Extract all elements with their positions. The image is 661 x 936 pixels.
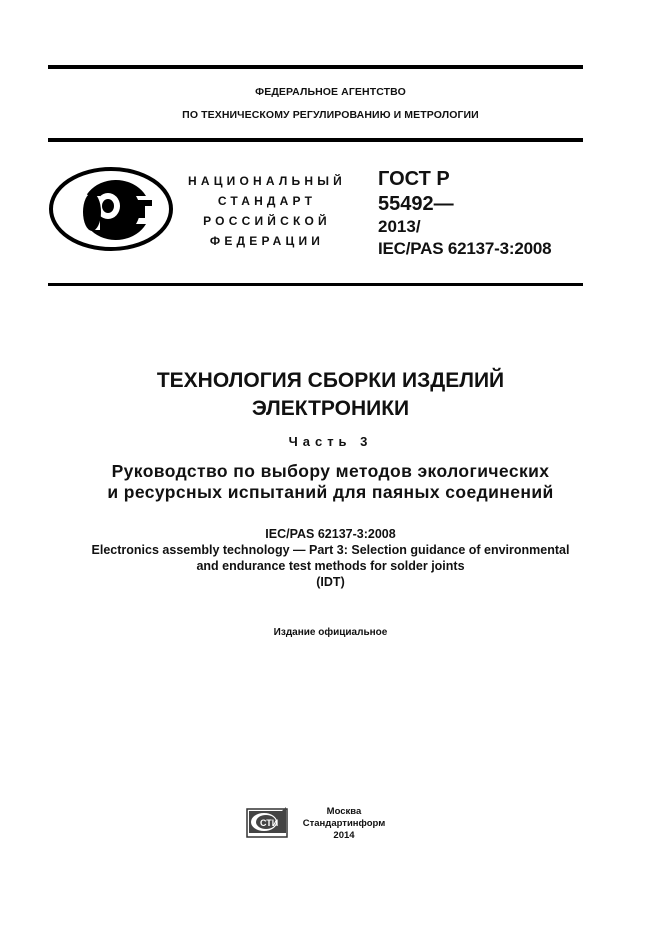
top-rule — [48, 65, 583, 69]
document-title-line-2: ЭЛЕКТРОНИКИ — [251, 397, 410, 420]
second-rule — [48, 138, 583, 142]
document-subtitle-line-1: Руководство по выбору методов экологических — [111, 461, 550, 481]
part-number: Часть 3 — [288, 434, 373, 449]
document-subtitle-line-2: и ресурсных испытаний для паяных соединений — [107, 482, 554, 502]
iec-code: IEC/PAS 62137-3:2008 — [265, 527, 396, 541]
national-standard-label — [172, 174, 362, 254]
english-title-line-1: Electronics assembly technology — Part 3: Selection guidance of environmental — [91, 543, 570, 557]
standard-designation — [378, 166, 551, 260]
designation-number: 55492— — [378, 193, 454, 215]
publisher-name: Стандартинформ — [302, 818, 386, 829]
publication-year: 2014 — [333, 830, 355, 841]
svg-text:СТИ: СТИ — [260, 818, 279, 828]
english-title-line-3: (IDT) — [316, 575, 345, 589]
standartinform-logo-icon — [246, 806, 290, 838]
publisher-city: Москва — [326, 806, 362, 817]
designation-gost-r: ГОСТ Р — [378, 168, 450, 190]
document-title-line-1: ТЕХНОЛОГИЯ СБОРКИ ИЗДЕЛИЙ — [156, 369, 505, 392]
national-standard-line: РОССИЙСКОЙ — [203, 214, 331, 228]
english-title-line-2: and endurance test methods for solder joints — [196, 559, 465, 573]
national-standard-line: СТАНДАРТ — [217, 194, 317, 208]
designation-year: 2013/ — [378, 217, 421, 236]
agency-line-1: ФЕДЕРАЛЬНОЕ АГЕНТСТВО — [255, 86, 406, 98]
agency-line-2: ПО ТЕХНИЧЕСКОМУ РЕГУЛИРОВАНИЮ И МЕТРОЛОГИИ — [182, 109, 479, 121]
gost-r-logo-icon — [48, 166, 174, 252]
edition-label: Издание официальное — [273, 627, 388, 638]
publisher-info — [294, 806, 394, 842]
national-standard-line: ФЕДЕРАЦИИ — [209, 234, 325, 248]
third-rule — [48, 283, 583, 286]
national-standard-line: НАЦИОНАЛЬНЫЙ — [187, 174, 347, 188]
designation-iec: IEC/PAS 62137-3:2008 — [378, 239, 552, 258]
